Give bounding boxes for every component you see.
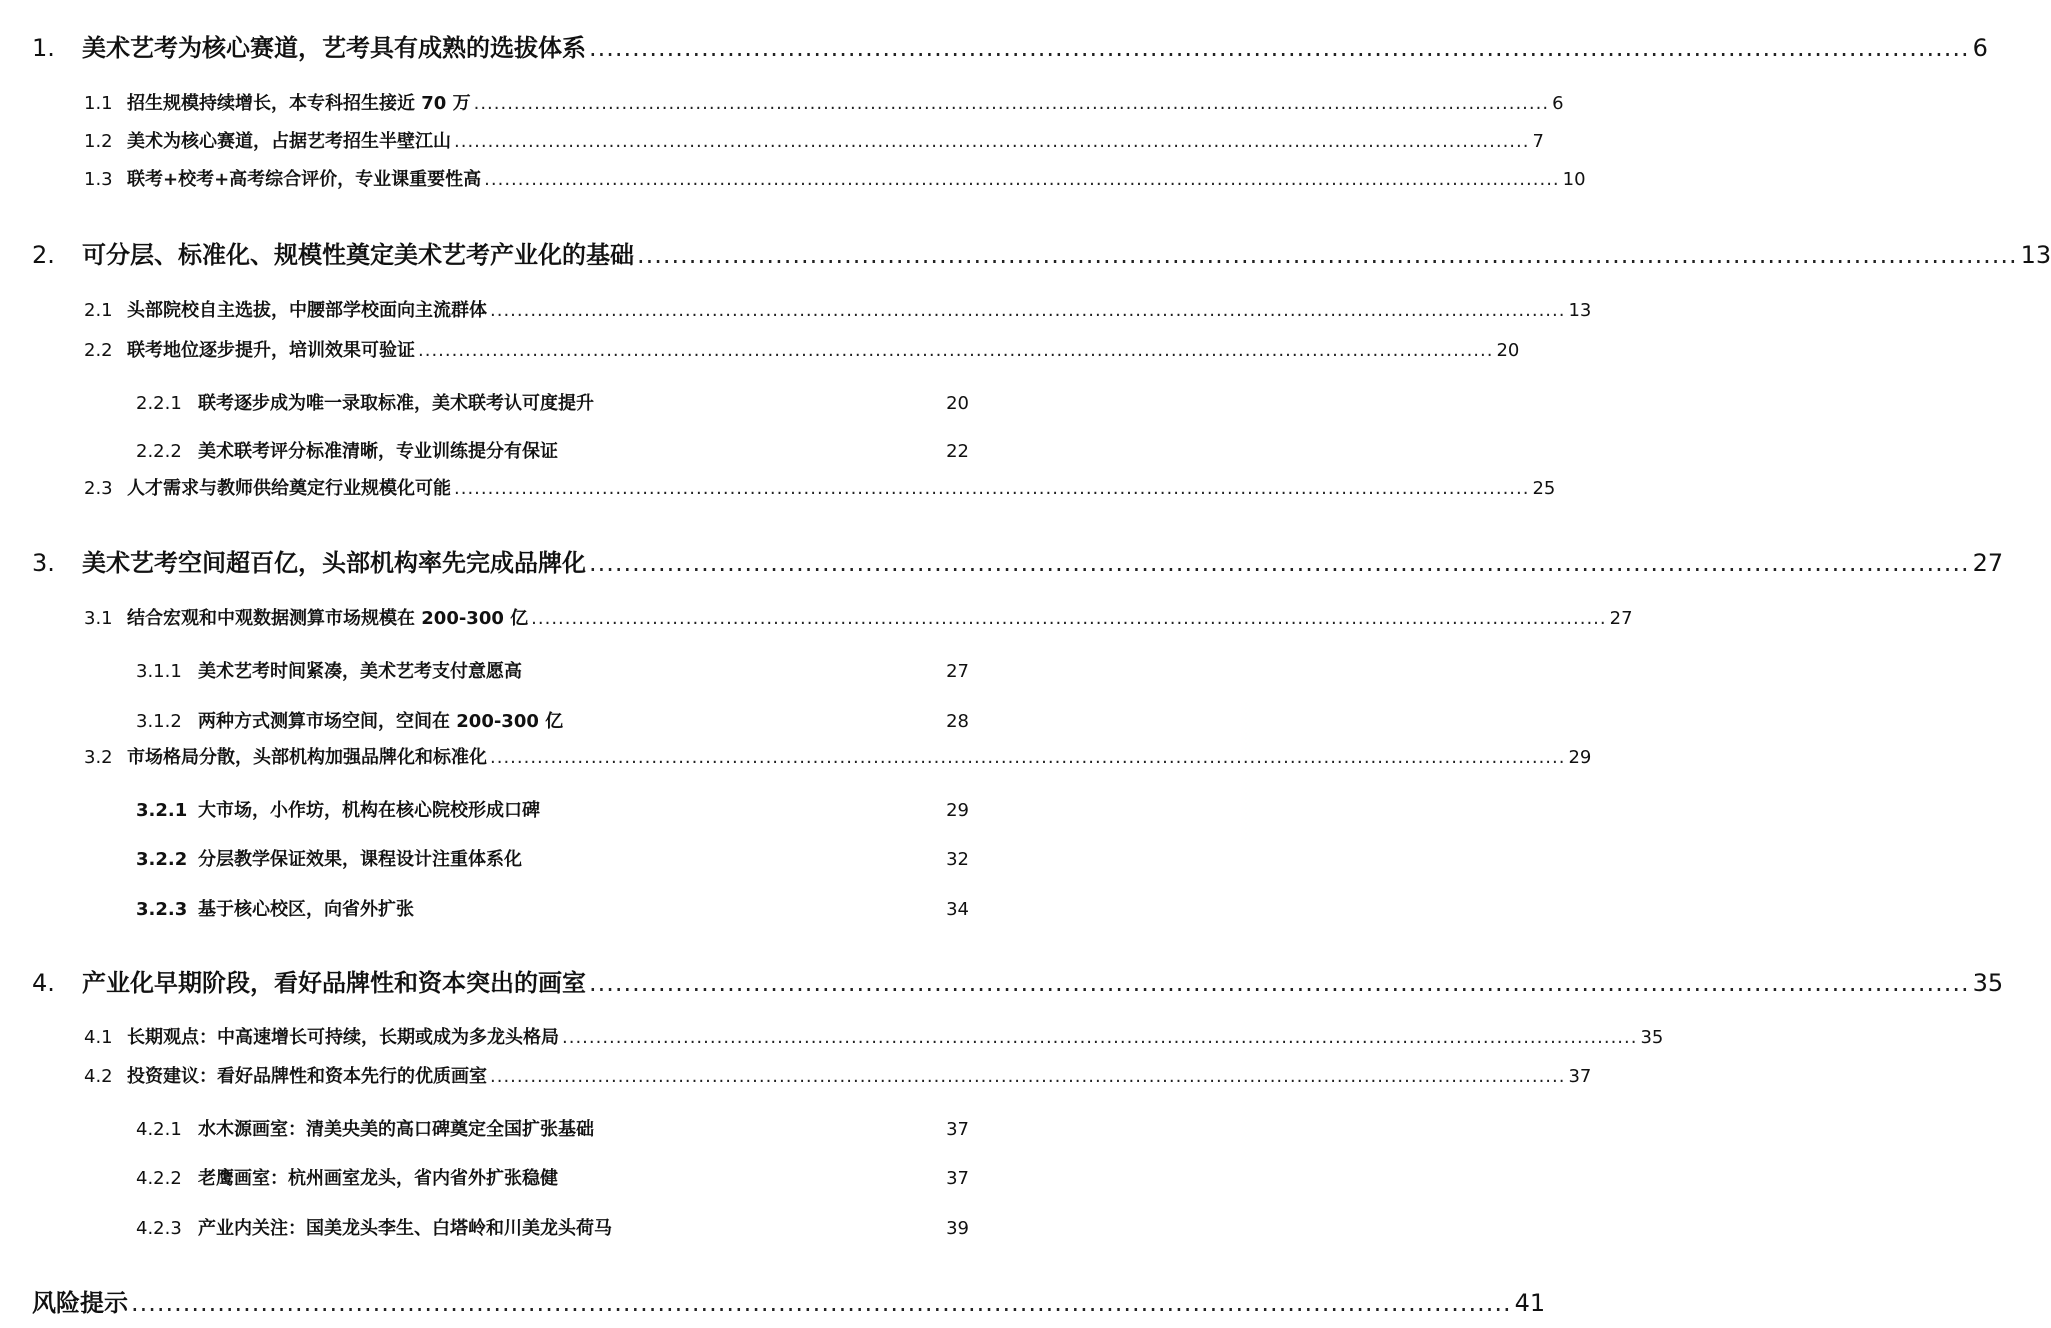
- section-number: 1.: [32, 34, 55, 62]
- section-title[interactable]: 风险提示: [32, 1289, 128, 1317]
- page-number[interactable]: 27: [1609, 608, 1633, 629]
- toc-entry[interactable]: [0, 1164, 997, 1190]
- dot-leader: ................................................................................................................................................................: [454, 131, 1530, 152]
- section-title[interactable]: 美术为核心赛道，占据艺考招生半壁江山: [127, 131, 451, 152]
- section-number: 2.2: [84, 340, 113, 361]
- section-number: 4.2.1: [136, 1119, 182, 1140]
- toc-entry[interactable]: [0, 1115, 997, 1141]
- section-number: 2.2.1: [136, 393, 182, 414]
- section-number: 2.3: [84, 478, 113, 499]
- page-number[interactable]: 20: [1496, 340, 1520, 361]
- section-number: 3.1.2: [136, 711, 182, 732]
- toc-entry[interactable]: [0, 235, 2051, 270]
- section-title[interactable]: 分层教学保证效果，课程设计注重体系化: [198, 849, 522, 870]
- dot-leader: ................................................................................................................................................................: [418, 340, 1494, 361]
- dot-leader: ................................................................................................................................................................: [484, 169, 1560, 190]
- section-title[interactable]: 联考逐步成为唯一录取标准，美术联考认可度提升: [198, 393, 594, 414]
- section-number: 3.2.3: [136, 899, 188, 920]
- toc-entry[interactable]: [0, 165, 1586, 191]
- dot-leader: ................................................................................................................................................................: [490, 747, 1566, 768]
- toc-entry[interactable]: [0, 1214, 997, 1240]
- toc-entry[interactable]: [0, 389, 997, 415]
- section-title[interactable]: 产业内关注：国美龙头李生、白塔岭和川美龙头荷马: [198, 1218, 612, 1239]
- section-title[interactable]: 长期观点：中高速增长可持续，长期或成为多龙头格局: [127, 1027, 559, 1048]
- section-title[interactable]: 基于核心校区，向省外扩张: [198, 899, 414, 920]
- section-title[interactable]: 美术联考评分标准清晰，专业训练提分有保证: [198, 441, 558, 462]
- dot-leader: ................................................................................................................................................................: [490, 1066, 1566, 1087]
- page-number[interactable]: 29: [1568, 747, 1592, 768]
- page-number[interactable]: 27: [1972, 549, 2004, 577]
- dot-leader: ................................................................................................................................................................: [562, 1027, 1638, 1048]
- page-number[interactable]: 39: [946, 1218, 969, 1239]
- section-number: 2.2.2: [136, 441, 182, 462]
- page-number[interactable]: 22: [946, 441, 969, 462]
- toc-entry[interactable]: [0, 707, 997, 733]
- dot-leader: ................................................................................................................................................................: [490, 300, 1566, 321]
- section-title[interactable]: 可分层、标准化、规模性奠定美术艺考产业化的基础: [82, 241, 634, 269]
- page-number[interactable]: 35: [1640, 1027, 1664, 1048]
- section-number: 4.2.3: [136, 1218, 182, 1239]
- section-title[interactable]: 人才需求与教师供给奠定行业规模化可能: [127, 478, 451, 499]
- toc-entry[interactable]: [0, 437, 997, 463]
- section-number: 3.: [32, 549, 55, 577]
- page-number[interactable]: 29: [946, 800, 969, 821]
- section-title[interactable]: 水木源画室：清美央美的高口碑奠定全国扩张基础: [198, 1119, 594, 1140]
- toc-entry[interactable]: [0, 543, 2004, 578]
- section-number: 3.2: [84, 747, 113, 768]
- page-number[interactable]: 37: [1568, 1066, 1592, 1087]
- section-number: 4.2: [84, 1066, 113, 1087]
- page-number[interactable]: 13: [1568, 300, 1592, 321]
- section-number: 3.1: [84, 608, 113, 629]
- section-number: 1.2: [84, 131, 113, 152]
- section-title[interactable]: 联考+校考+高考综合评价，专业课重要性高: [127, 169, 482, 190]
- section-number: 4.2.2: [136, 1168, 182, 1189]
- dot-leader: ................................................................................................................................................................: [131, 1289, 1512, 1317]
- page-number[interactable]: 32: [946, 849, 969, 870]
- page-number[interactable]: 13: [2020, 241, 2051, 269]
- dot-leader: ................................................................................................................................................................: [637, 241, 2018, 269]
- page-number[interactable]: 20: [946, 393, 969, 414]
- page-number[interactable]: 25: [1532, 478, 1556, 499]
- dot-leader: ................................................................................................................................................................: [473, 93, 1550, 114]
- section-title[interactable]: 投资建议：看好品牌性和资本先行的优质画室: [127, 1066, 487, 1087]
- section-title[interactable]: 两种方式测算市场空间，空间在 200-300 亿: [198, 711, 564, 732]
- page-number[interactable]: 34: [946, 899, 969, 920]
- toc-entry[interactable]: [0, 1062, 1592, 1088]
- page-number[interactable]: 27: [946, 661, 969, 682]
- section-title[interactable]: 美术艺考时间紧凑，美术艺考支付意愿高: [198, 661, 522, 682]
- toc-entry[interactable]: [0, 127, 1544, 153]
- toc-entry[interactable]: [0, 296, 1592, 322]
- page-number[interactable]: 35: [1972, 969, 2004, 997]
- dot-leader: ................................................................................................................................................................: [589, 549, 1970, 577]
- page-number[interactable]: 28: [946, 711, 969, 732]
- dot-leader: ................................................................................................................................................................: [589, 969, 1970, 997]
- section-number: 3.1.1: [136, 661, 182, 682]
- page-number[interactable]: 10: [1562, 169, 1586, 190]
- dot-leader: ................................................................................................................................................................: [454, 478, 1530, 499]
- page-number[interactable]: 37: [946, 1168, 969, 1189]
- section-title[interactable]: 头部院校自主选拔，中腰部学校面向主流群体: [127, 300, 487, 321]
- section-title[interactable]: 大市场，小作坊，机构在核心院校形成口碑: [198, 800, 540, 821]
- section-number: 4.: [32, 969, 55, 997]
- section-title[interactable]: 招生规模持续增长，本专科招生接近 70 万: [127, 93, 471, 114]
- toc-entry[interactable]: [0, 845, 997, 871]
- toc-entry[interactable]: [0, 657, 997, 683]
- page-number[interactable]: 6: [1972, 34, 1988, 62]
- page-number[interactable]: 7: [1532, 131, 1544, 152]
- toc-entry[interactable]: [0, 796, 997, 822]
- toc-entry[interactable]: [0, 743, 1592, 769]
- section-number: 4.1: [84, 1027, 113, 1048]
- section-title[interactable]: 产业化早期阶段，看好品牌性和资本突出的画室: [82, 969, 586, 997]
- section-title[interactable]: 结合宏观和中观数据测算市场规模在 200-300 亿: [127, 608, 529, 629]
- toc-entry[interactable]: [0, 604, 1633, 630]
- page-number[interactable]: 37: [946, 1119, 969, 1140]
- toc-entry[interactable]: [0, 1283, 1546, 1318]
- toc-entry[interactable]: [0, 963, 2004, 998]
- section-number: 2.: [32, 241, 55, 269]
- toc-entry[interactable]: [0, 336, 1520, 362]
- section-number: 2.1: [84, 300, 113, 321]
- section-number: 1.3: [84, 169, 113, 190]
- section-number: 1.1: [84, 93, 113, 114]
- toc-entry[interactable]: [0, 89, 1564, 115]
- section-title[interactable]: 市场格局分散，头部机构加强品牌化和标准化: [127, 747, 487, 768]
- page-number[interactable]: 6: [1552, 93, 1564, 114]
- toc-entry[interactable]: [0, 28, 1988, 63]
- section-title[interactable]: 美术艺考空间超百亿，头部机构率先完成品牌化: [82, 549, 586, 577]
- page-number[interactable]: 41: [1514, 1289, 1546, 1317]
- toc-entry[interactable]: [0, 895, 997, 921]
- section-title[interactable]: 老鹰画室：杭州画室龙头，省内省外扩张稳健: [198, 1168, 558, 1189]
- section-number: 3.2.2: [136, 849, 188, 870]
- dot-leader: ................................................................................................................................................................: [531, 608, 1607, 629]
- section-title[interactable]: 美术艺考为核心赛道，艺考具有成熟的选拔体系: [82, 34, 586, 62]
- section-title[interactable]: 联考地位逐步提升，培训效果可验证: [127, 340, 415, 361]
- toc-entry[interactable]: [0, 474, 1556, 500]
- section-number: 3.2.1: [136, 800, 188, 821]
- dot-leader: ................................................................................................................................................................: [589, 34, 1970, 62]
- toc-entry[interactable]: [0, 1023, 1664, 1049]
